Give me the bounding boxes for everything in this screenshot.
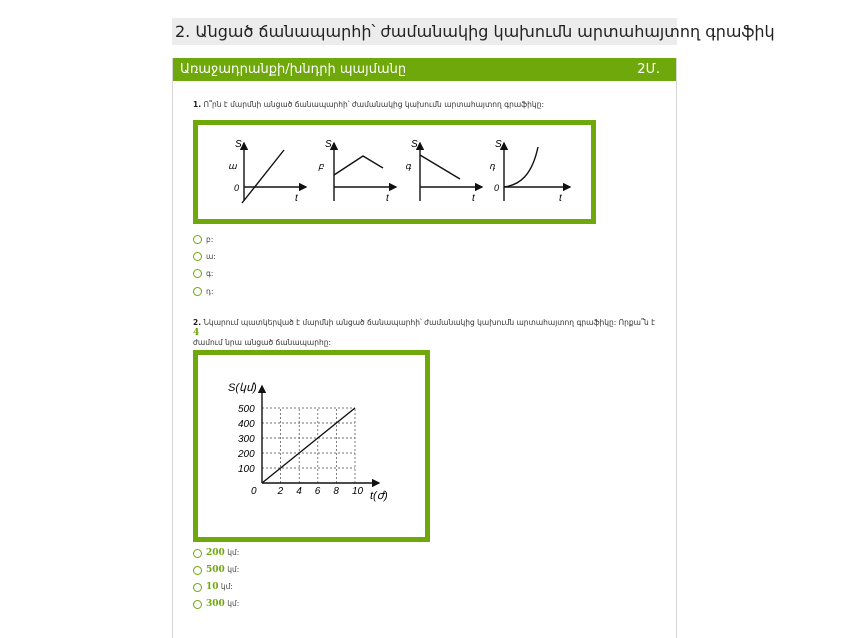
graph-c: [405, 139, 482, 204]
graph-d: [489, 139, 570, 204]
question-2-body-end: ժամում նրա անցած ճանապարհը:: [193, 338, 331, 347]
chart-origin: 0: [251, 486, 257, 497]
graph-d-t: t: [559, 193, 562, 204]
x-tick-10: 10: [352, 486, 364, 497]
q2-option-3-value: 10: [206, 582, 219, 592]
graph-a-t: t: [295, 193, 298, 204]
task-card: [172, 58, 677, 638]
q2-radio-4[interactable]: [193, 600, 202, 609]
graph-a: [228, 139, 306, 204]
q2-option-2-unit: կմ:: [227, 565, 240, 574]
q2-radio-1[interactable]: [193, 549, 202, 558]
q1-option-2[interactable]: [193, 250, 216, 262]
graph-d-label: դ: [489, 161, 495, 171]
distance-time-chart: [198, 355, 425, 537]
question-1-figure: [193, 120, 596, 224]
y-tick-300: 300: [238, 434, 255, 445]
q1-radio-1[interactable]: [193, 235, 202, 244]
graph-c-s: S: [411, 139, 418, 150]
q2-option-4-unit: կմ:: [227, 599, 240, 608]
q2-option-1-label: [206, 548, 239, 558]
chart-ylabel: S(կմ): [228, 382, 257, 394]
q2-option-4[interactable]: [193, 598, 239, 610]
x-tick-8: 8: [333, 486, 339, 497]
graph-b: [318, 139, 396, 204]
y-tick-400: 400: [238, 419, 255, 430]
q1-option-4[interactable]: [193, 285, 214, 297]
question-2-body: Նկարում պատկերված է մարմնի անցած ճանապարհի՝ ժամանակից կախումն արտահայտող գրաֆիկը: Որքա՞ն է: [203, 318, 656, 327]
card-header-title: Առաջադրանքի/խնդրի պայմանը: [180, 62, 407, 77]
x-tick-2: 2: [277, 486, 284, 497]
q1-option-3[interactable]: [193, 267, 213, 279]
q2-option-4-value: 300: [206, 599, 225, 609]
question-2-number: 2.: [193, 318, 202, 327]
q2-option-3-unit: կմ:: [220, 582, 233, 591]
graph-a-label: ա: [228, 161, 237, 171]
question-1-body: Ո՞րն է մարմնի անցած ճանապարհի՝ ժամանակից կախումն արտահայտող գրաֆիկը:: [203, 100, 544, 109]
graph-c-t: t: [472, 193, 475, 204]
graph-b-t: t: [386, 193, 389, 204]
chart-series: [262, 408, 355, 483]
quiz-panel: [172, 18, 775, 638]
y-tick-500: 500: [238, 404, 255, 415]
x-tick-4: 4: [296, 486, 302, 497]
graph-c-label: գ: [405, 161, 411, 171]
q1-option-2-label: ա:: [206, 251, 216, 261]
question-2-text: [193, 318, 663, 348]
graph-b-label: բ: [318, 161, 324, 171]
question-1-number: 1.: [193, 100, 202, 109]
graph-d-zero: 0: [494, 183, 500, 193]
q1-option-1[interactable]: [193, 233, 213, 245]
graph-a-zero: 0: [234, 183, 240, 193]
q2-option-2[interactable]: [193, 564, 239, 576]
card-header: [173, 58, 676, 81]
q2-radio-3[interactable]: [193, 583, 202, 592]
page-title: 2. Անցած ճանապարհի՝ ժամանակից կախումն արտահայտող գրաֆիկ: [172, 18, 677, 45]
q1-option-1-label: բ:: [206, 234, 214, 244]
graph-a-s: S: [235, 139, 242, 150]
graph-d-s: S: [495, 139, 502, 150]
q1-radio-4[interactable]: [193, 287, 202, 296]
q2-radio-2[interactable]: [193, 566, 202, 575]
q2-option-1-value: 200: [206, 548, 225, 558]
q2-option-2-label: [206, 565, 239, 575]
question-2-figure: [193, 350, 430, 542]
graph-b-s: S: [325, 139, 332, 150]
q2-option-2-value: 500: [206, 565, 225, 575]
q1-radio-3[interactable]: [193, 269, 202, 278]
y-tick-100: 100: [238, 464, 255, 475]
q2-option-1-unit: կմ:: [227, 548, 240, 557]
points-badge: 2Մ.: [637, 62, 660, 77]
question-2-highlight: 4: [193, 328, 200, 338]
y-tick-200: 200: [238, 449, 255, 460]
q2-option-1[interactable]: [193, 547, 239, 559]
x-tick-6: 6: [314, 486, 321, 497]
q2-option-3-label: [206, 582, 233, 592]
chart-xlabel: t(ժ): [370, 490, 388, 502]
question-1-text: [193, 100, 673, 110]
q1-option-4-label: դ:: [206, 286, 214, 296]
question-1-graphs: [198, 125, 591, 219]
q2-option-3[interactable]: [193, 581, 233, 593]
q2-option-4-label: [206, 599, 239, 609]
series-line-0: [262, 408, 355, 483]
q1-option-3-label: գ:: [206, 268, 214, 278]
q1-radio-2[interactable]: [193, 252, 202, 261]
